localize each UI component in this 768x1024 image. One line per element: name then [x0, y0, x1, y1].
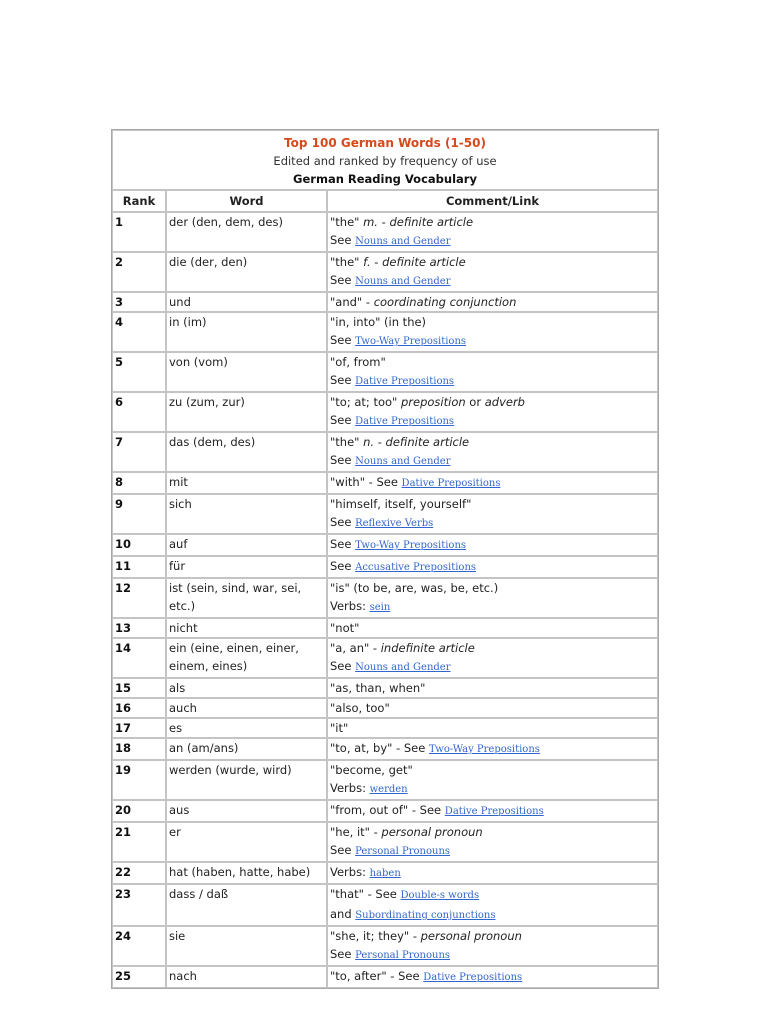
- comment-text: See: [330, 843, 356, 857]
- comment-text: See: [330, 453, 356, 467]
- comment-text: "he, it" -: [330, 825, 382, 839]
- comment-line: [330, 801, 655, 821]
- comment-line: [330, 371, 655, 391]
- page-subtitle: Edited and ranked by frequency of use: [273, 154, 497, 168]
- comment-cell: [327, 698, 658, 718]
- word-cell: [166, 884, 327, 926]
- comment-cell: [327, 618, 658, 638]
- comment-text: "that" - See: [330, 887, 401, 901]
- comment-text: See: [330, 947, 356, 961]
- rank-cell: 7: [112, 432, 166, 472]
- word-text: sich: [169, 497, 192, 511]
- column-header-comment: Comment/Link: [327, 190, 658, 212]
- rank-cell: 13: [112, 618, 166, 638]
- comment-line: [330, 535, 655, 555]
- table-row: [112, 738, 658, 760]
- comment-text: "the": [330, 215, 364, 229]
- comment-line: [330, 863, 655, 883]
- table-row: [112, 578, 658, 618]
- comment-line: [330, 657, 655, 677]
- comment-line: [330, 761, 655, 779]
- table-row: [112, 698, 658, 718]
- word-text: sie: [169, 929, 186, 943]
- comment-text: "also, too": [330, 701, 390, 715]
- comment-line: [330, 597, 655, 617]
- rank-cell: 19: [112, 760, 166, 800]
- comment-text: "with" - See: [330, 475, 402, 489]
- word-cell: [166, 862, 327, 884]
- reference-link[interactable]: sein: [369, 602, 391, 613]
- vocabulary-table: [111, 129, 659, 989]
- column-header-rank: Rank: [112, 190, 166, 212]
- comment-text: See: [330, 333, 356, 347]
- table-row: [112, 472, 658, 494]
- table-row: [112, 884, 658, 926]
- rank-cell: 23: [112, 884, 166, 926]
- comment-cell: [327, 884, 658, 926]
- word-text: zu (zum, zur): [169, 395, 245, 409]
- grammar-note: indefinite article: [380, 641, 475, 655]
- comment-cell: [327, 822, 658, 862]
- word-cell: [166, 212, 327, 252]
- word-text: mit: [169, 475, 188, 489]
- reference-link[interactable]: Dative Prepositions: [444, 806, 544, 817]
- comment-text: -: [377, 215, 390, 229]
- reference-link[interactable]: Nouns and Gender: [355, 276, 451, 287]
- comment-text: See: [330, 559, 356, 573]
- table-row: [112, 252, 658, 292]
- reference-link[interactable]: Personal Pronouns: [355, 950, 451, 961]
- comment-text: "himself, itself, yourself": [330, 497, 472, 511]
- comment-line: [330, 619, 655, 637]
- table-row: [112, 926, 658, 966]
- rank-cell: 24: [112, 926, 166, 966]
- comment-cell: [327, 352, 658, 392]
- table-row: [112, 822, 658, 862]
- reference-link[interactable]: Nouns and Gender: [355, 456, 451, 467]
- word-text: nach: [169, 969, 197, 983]
- table-row: [112, 638, 658, 678]
- comment-text: Verbs:: [330, 781, 370, 795]
- comment-cell: [327, 738, 658, 760]
- rank-cell: 20: [112, 800, 166, 822]
- comment-text: See: [330, 515, 356, 529]
- word-text: aus: [169, 803, 190, 817]
- word-cell: [166, 392, 327, 432]
- table-row: [112, 556, 658, 578]
- comment-line: [330, 513, 655, 533]
- reference-link[interactable]: Accusative Prepositions: [355, 562, 477, 573]
- rank-cell: 14: [112, 638, 166, 678]
- comment-text: -: [374, 435, 386, 449]
- comment-cell: [327, 432, 658, 472]
- word-cell: [166, 352, 327, 392]
- section-heading: German Reading Vocabulary: [293, 172, 477, 186]
- comment-text: "in, into" (in the): [330, 315, 427, 329]
- comment-line: [330, 779, 655, 799]
- word-text: als: [169, 681, 186, 695]
- reference-link[interactable]: Nouns and Gender: [355, 236, 451, 247]
- comment-line: [330, 639, 655, 657]
- word-text: von (vom): [169, 355, 228, 369]
- reference-link[interactable]: haben: [369, 868, 401, 879]
- word-cell: [166, 638, 327, 678]
- comment-cell: [327, 862, 658, 884]
- comment-text: "become, get": [330, 763, 413, 777]
- comment-line: [330, 557, 655, 577]
- word-cell: [166, 312, 327, 352]
- reference-link[interactable]: Nouns and Gender: [355, 662, 451, 673]
- grammar-note: definite article: [385, 435, 470, 449]
- comment-text: and: [330, 907, 356, 921]
- word-text: in (im): [169, 315, 207, 329]
- comment-text: "the": [330, 435, 364, 449]
- table-row: [112, 760, 658, 800]
- comment-cell: [327, 760, 658, 800]
- comment-cell: [327, 292, 658, 312]
- table-row: [112, 392, 658, 432]
- rank-cell: 18: [112, 738, 166, 760]
- comment-cell: [327, 926, 658, 966]
- comment-line: [330, 885, 655, 905]
- table-row: [112, 800, 658, 822]
- grammar-note: coordinating conjunction: [373, 295, 517, 309]
- comment-cell: [327, 800, 658, 822]
- comment-text: "to; at; too": [330, 395, 401, 409]
- word-cell: [166, 738, 327, 760]
- word-text: ein (eine, einen, einer,: [169, 641, 299, 655]
- table-row: [112, 212, 658, 252]
- word-cell: [166, 472, 327, 494]
- table-row: [112, 718, 658, 738]
- word-cell: [166, 800, 327, 822]
- grammar-note: personal pronoun: [381, 825, 483, 839]
- rank-cell: 2: [112, 252, 166, 292]
- comment-line: [330, 905, 655, 925]
- comment-text: "is" (to be, are, was, be, etc.): [330, 581, 499, 595]
- comment-cell: [327, 392, 658, 432]
- rank-cell: 11: [112, 556, 166, 578]
- grammar-note: f.: [363, 255, 371, 269]
- rank-cell: 15: [112, 678, 166, 698]
- rank-cell: 10: [112, 534, 166, 556]
- comment-line: [330, 433, 655, 451]
- reference-link[interactable]: Dative Prepositions: [355, 376, 455, 387]
- comment-cell: [327, 678, 658, 698]
- rank-cell: 16: [112, 698, 166, 718]
- word-cell: [166, 494, 327, 534]
- comment-line: [330, 823, 655, 841]
- comment-text: See: [330, 373, 356, 387]
- comment-text: Verbs:: [330, 865, 370, 879]
- comment-line: [330, 253, 655, 271]
- comment-text: "as, than, when": [330, 681, 426, 695]
- word-text: an (am/ans): [169, 741, 239, 755]
- comment-line: [330, 719, 655, 737]
- reference-link[interactable]: Subordinating conjunctions: [355, 910, 496, 921]
- word-text: das (dem, des): [169, 435, 256, 449]
- table-row: [112, 292, 658, 312]
- reference-link[interactable]: Double-s words: [400, 890, 480, 901]
- comment-cell: [327, 966, 658, 988]
- word-text: es: [169, 721, 183, 735]
- comment-text: "she, it; they" -: [330, 929, 421, 943]
- word-cell: [166, 556, 327, 578]
- comment-cell: [327, 494, 658, 534]
- comment-line: [330, 313, 655, 331]
- word-cell: [166, 578, 327, 618]
- word-cell: [166, 432, 327, 472]
- word-cell: [166, 618, 327, 638]
- word-text: für: [169, 559, 186, 573]
- rank-cell: 6: [112, 392, 166, 432]
- comment-line: [330, 331, 655, 351]
- comment-line: [330, 945, 655, 965]
- reference-link[interactable]: Dative Prepositions: [355, 416, 455, 427]
- comment-line: [330, 353, 655, 371]
- comment-text: See: [330, 659, 356, 673]
- word-cell: [166, 534, 327, 556]
- word-text: etc.): [169, 599, 196, 613]
- table-row: [112, 966, 658, 988]
- comment-line: [330, 699, 655, 717]
- grammar-note: n.: [363, 435, 375, 449]
- comment-line: [330, 231, 655, 251]
- comment-text: "to, after" - See: [330, 969, 424, 983]
- rank-cell: 17: [112, 718, 166, 738]
- rank-cell: 8: [112, 472, 166, 494]
- word-cell: [166, 292, 327, 312]
- comment-cell: [327, 578, 658, 618]
- reference-link[interactable]: Dative Prepositions: [423, 972, 523, 983]
- comment-cell: [327, 312, 658, 352]
- reference-link[interactable]: Reflexive Verbs: [355, 518, 434, 529]
- word-cell: [166, 966, 327, 988]
- table-row: [112, 678, 658, 698]
- rank-cell: 3: [112, 292, 166, 312]
- rank-cell: 1: [112, 212, 166, 252]
- table-row: [112, 432, 658, 472]
- grammar-note: preposition: [400, 395, 466, 409]
- rank-cell: 12: [112, 578, 166, 618]
- word-cell: [166, 760, 327, 800]
- word-text: werden (wurde, wird): [169, 763, 292, 777]
- comment-line: [330, 967, 655, 987]
- comment-cell: [327, 638, 658, 678]
- comment-text: See: [330, 537, 356, 551]
- word-text: ist (sein, sind, war, sei,: [169, 581, 302, 595]
- comment-line: [330, 579, 655, 597]
- comment-text: "and" -: [330, 295, 374, 309]
- comment-text: or: [465, 395, 485, 409]
- word-text: die (der, den): [169, 255, 248, 269]
- word-text: und: [169, 295, 191, 309]
- comment-text: "a, an" -: [330, 641, 381, 655]
- comment-text: -: [370, 255, 383, 269]
- reference-link[interactable]: Two-Way Prepositions: [355, 336, 467, 347]
- word-text: auf: [169, 537, 188, 551]
- reference-link[interactable]: werden: [369, 784, 408, 795]
- word-cell: [166, 822, 327, 862]
- comment-text: See: [330, 233, 356, 247]
- grammar-note: definite article: [382, 255, 466, 269]
- word-text: dass / daß: [169, 887, 229, 901]
- rank-cell: 21: [112, 822, 166, 862]
- comment-text: "from, out of" - See: [330, 803, 445, 817]
- comment-text: "to, at, by" - See: [330, 741, 429, 755]
- comment-text: See: [330, 273, 356, 287]
- comment-line: [330, 271, 655, 291]
- comment-cell: [327, 252, 658, 292]
- grammar-note: m.: [363, 215, 378, 229]
- grammar-note: adverb: [484, 395, 525, 409]
- comment-line: [330, 679, 655, 697]
- word-cell: [166, 678, 327, 698]
- table-row: [112, 312, 658, 352]
- comment-cell: [327, 556, 658, 578]
- reference-link[interactable]: Dative Prepositions: [401, 478, 501, 489]
- word-text: er: [169, 825, 181, 839]
- word-text: der (den, dem, des): [169, 215, 283, 229]
- reference-link[interactable]: Two-Way Prepositions: [355, 540, 467, 551]
- comment-line: [330, 739, 655, 759]
- comment-line: [330, 213, 655, 231]
- comment-text: "it": [330, 721, 349, 735]
- comment-text: "of, from": [330, 355, 386, 369]
- comment-cell: [327, 472, 658, 494]
- comment-line: [330, 393, 655, 411]
- word-text: nicht: [169, 621, 198, 635]
- word-text: hat (haben, hatte, habe): [169, 865, 311, 879]
- table-body: [112, 212, 658, 988]
- rank-cell: 5: [112, 352, 166, 392]
- table-row: [112, 862, 658, 884]
- rank-cell: 22: [112, 862, 166, 884]
- column-header-word: Word: [166, 190, 327, 212]
- table-row: [112, 618, 658, 638]
- comment-cell: [327, 534, 658, 556]
- comment-line: [330, 495, 655, 513]
- page-title: Top 100 German Words (1-50): [284, 136, 486, 150]
- comment-line: [330, 411, 655, 431]
- comment-line: [330, 293, 655, 311]
- column-header-row: [112, 190, 658, 212]
- word-cell: [166, 718, 327, 738]
- comment-line: [330, 927, 655, 945]
- comment-text: "the": [330, 255, 364, 269]
- rank-cell: 4: [112, 312, 166, 352]
- word-cell: [166, 252, 327, 292]
- comment-line: [330, 451, 655, 471]
- grammar-note: personal pronoun: [420, 929, 522, 943]
- word-cell: [166, 926, 327, 966]
- comment-cell: [327, 718, 658, 738]
- table-row: [112, 494, 658, 534]
- comment-text: See: [330, 413, 356, 427]
- table-title-row: [112, 130, 658, 190]
- word-cell: [166, 698, 327, 718]
- table-row: [112, 352, 658, 392]
- table-title-cell: [112, 130, 658, 190]
- word-text: einem, eines): [169, 659, 248, 673]
- comment-text: "not": [330, 621, 360, 635]
- comment-line: [330, 473, 655, 493]
- reference-link[interactable]: Personal Pronouns: [355, 846, 451, 857]
- word-text: auch: [169, 701, 197, 715]
- rank-cell: 25: [112, 966, 166, 988]
- grammar-note: definite article: [389, 215, 474, 229]
- table-row: [112, 534, 658, 556]
- comment-cell: [327, 212, 658, 252]
- comment-text: Verbs:: [330, 599, 370, 613]
- comment-line: [330, 841, 655, 861]
- reference-link[interactable]: Two-Way Prepositions: [428, 744, 540, 755]
- rank-cell: 9: [112, 494, 166, 534]
